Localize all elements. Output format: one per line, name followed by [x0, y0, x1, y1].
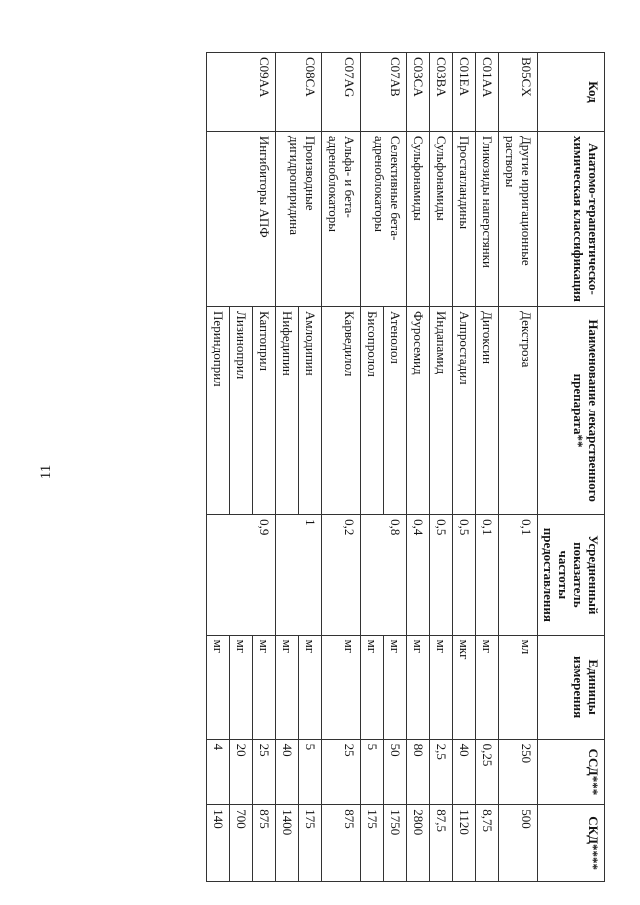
cell-skd: 875: [322, 805, 361, 882]
table-body: [207, 53, 538, 882]
cell-skd: 1750: [384, 805, 407, 882]
cell-skd: 175: [361, 805, 384, 882]
table-row: [384, 53, 407, 882]
cell-drug-name: Декстроза: [499, 307, 538, 515]
cell-unit: мг: [322, 635, 361, 739]
cell-atc: Производные дигидропиридина: [276, 131, 322, 306]
cell-atc: Другие ирригационные растворы: [499, 131, 538, 306]
cell-skd: 875: [253, 805, 276, 882]
cell-ssd: 80: [407, 739, 430, 805]
table-row: [253, 53, 276, 882]
cell-ssd: 4: [207, 739, 230, 805]
cell-frequency: 0,5: [430, 515, 453, 635]
cell-code: C09AA: [207, 53, 276, 132]
cell-unit: мг: [299, 635, 322, 739]
cell-frequency: 0,1: [499, 515, 538, 635]
cell-ssd: 0,25: [476, 739, 499, 805]
cell-code: C03BA: [430, 53, 453, 132]
cell-drug-name: Атенолол: [384, 307, 407, 515]
cell-drug-name: Алпростадил: [453, 307, 476, 515]
cell-drug-name: Карведилол: [322, 307, 361, 515]
cell-skd: 87,5: [430, 805, 453, 882]
cell-frequency: 0,5: [453, 515, 476, 635]
cell-unit: мкг: [453, 635, 476, 739]
cell-code: B05CX: [499, 53, 538, 132]
cell-skd: 8,75: [476, 805, 499, 882]
cell-ssd: 20: [230, 739, 253, 805]
cell-ssd: 250: [499, 739, 538, 805]
cell-atc: Простагландины: [453, 131, 476, 306]
table-row: [499, 53, 538, 882]
cell-ssd: 25: [253, 739, 276, 805]
cell-skd: 700: [230, 805, 253, 882]
cell-ssd: 40: [276, 739, 299, 805]
cell-drug-name: Фуросемид: [407, 307, 430, 515]
cell-drug-name: Нифедипин: [276, 307, 299, 515]
cell-drug-name: Амлодипин: [299, 307, 322, 515]
header-code: Код: [538, 53, 605, 132]
cell-unit: мг: [407, 635, 430, 739]
drug-table: [206, 52, 605, 882]
header-unit: Единицы измерения: [538, 635, 605, 739]
cell-drug-name: Каптоприл: [253, 307, 276, 515]
header-row: [538, 53, 605, 882]
table-row: [407, 53, 430, 882]
cell-unit: мг: [384, 635, 407, 739]
cell-drug-name: Дигоксин: [476, 307, 499, 515]
header-skd: СКД****: [538, 805, 605, 882]
header-frequency: Усредненный показатель частоты предоставления: [538, 515, 605, 635]
cell-ssd: 5: [299, 739, 322, 805]
cell-code: C01AA: [476, 53, 499, 132]
cell-code: C03CA: [407, 53, 430, 132]
cell-unit: мг: [253, 635, 276, 739]
cell-drug-name: Лизиноприл: [230, 307, 253, 515]
cell-frequency: 0,1: [476, 515, 499, 635]
cell-code: C07AG: [322, 53, 361, 132]
cell-skd: 1400: [276, 805, 299, 882]
cell-unit: мг: [230, 635, 253, 739]
cell-frequency: 0,8: [361, 515, 407, 635]
table-row: [453, 53, 476, 882]
cell-unit: мг: [361, 635, 384, 739]
cell-drug-name: Бисопролол: [361, 307, 384, 515]
cell-ssd: 25: [322, 739, 361, 805]
cell-skd: 140: [207, 805, 230, 882]
cell-ssd: 50: [384, 739, 407, 805]
cell-atc: Селективные бета-адреноблокаторы: [361, 131, 407, 306]
cell-atc: Альфа- и бета-адреноблокаторы: [322, 131, 361, 306]
cell-code: C07AB: [361, 53, 407, 132]
cell-skd: 500: [499, 805, 538, 882]
cell-ssd: 2,5: [430, 739, 453, 805]
header-ssd: ССД***: [538, 739, 605, 805]
table-row: [322, 53, 361, 882]
header-atc: Анатомо-терапевтическо-химическая классификация: [538, 131, 605, 306]
cell-code: C01EA: [453, 53, 476, 132]
cell-frequency: 0,9: [207, 515, 276, 635]
table-row: [299, 53, 322, 882]
table-row: [476, 53, 499, 882]
cell-unit: мл: [499, 635, 538, 739]
cell-frequency: 0,2: [322, 515, 361, 635]
cell-drug-name: Периндоприл: [207, 307, 230, 515]
cell-ssd: 5: [361, 739, 384, 805]
header-drug: Наименование лекарственного препарата**: [538, 307, 605, 515]
page-number: 11: [38, 464, 54, 480]
cell-atc: Сульфонамиды: [407, 131, 430, 306]
cell-frequency: 1: [276, 515, 322, 635]
cell-frequency: 0,4: [407, 515, 430, 635]
cell-skd: 1120: [453, 805, 476, 882]
cell-unit: мг: [430, 635, 453, 739]
cell-unit: мг: [276, 635, 299, 739]
cell-unit: мг: [476, 635, 499, 739]
cell-atc: Гликозиды наперстянки: [476, 131, 499, 306]
cell-atc: Ингибиторы АПФ: [207, 131, 276, 306]
cell-skd: 2800: [407, 805, 430, 882]
cell-code: C08CA: [276, 53, 322, 132]
cell-atc: Сульфонамиды: [430, 131, 453, 306]
cell-unit: мг: [207, 635, 230, 739]
table-row: [430, 53, 453, 882]
cell-ssd: 40: [453, 739, 476, 805]
drug-table-container: [60, 52, 605, 882]
cell-skd: 175: [299, 805, 322, 882]
cell-drug-name: Индапамид: [430, 307, 453, 515]
